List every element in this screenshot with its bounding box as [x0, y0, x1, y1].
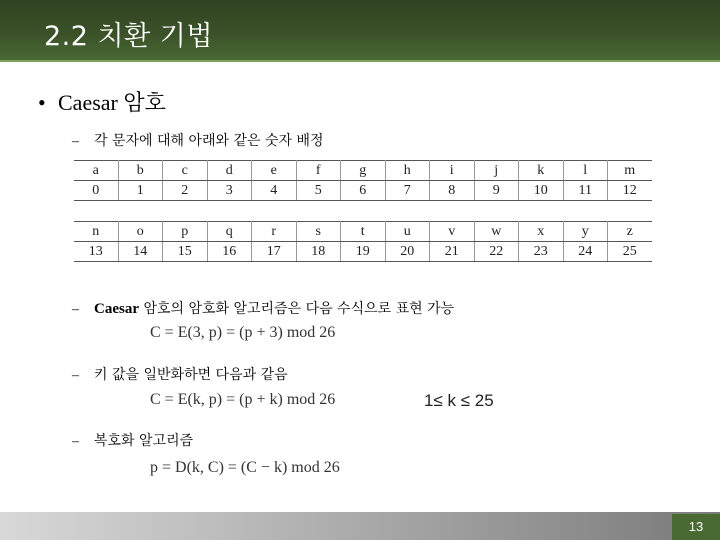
letter-cell: t	[341, 222, 386, 242]
sub-bullet-1	[72, 130, 324, 150]
letter-cell: o	[118, 222, 163, 242]
letter-cell: x	[519, 222, 564, 242]
number-cell: 15	[163, 242, 208, 262]
sub-bullet-4-text: 복호화 알고리즘	[94, 433, 194, 449]
letter-cell: d	[207, 161, 252, 181]
number-cell: 16	[207, 242, 252, 262]
numbers-row	[74, 181, 652, 201]
number-cell: 22	[474, 242, 519, 262]
number-cell: 21	[430, 242, 475, 262]
title-rule	[0, 60, 720, 62]
number-cell: 4	[252, 181, 297, 201]
sub-bullet-2-lead: Caesar	[94, 301, 139, 317]
letter-cell: h	[385, 161, 430, 181]
mapping-table-1	[74, 160, 652, 201]
letter-cell: k	[519, 161, 564, 181]
sub-bullet-3-text: 키 값을 일반화하면 다음과 같음	[94, 367, 288, 383]
letter-cell: g	[341, 161, 386, 181]
formula-encrypt-caesar: C = E(3, p) = (p + 3) mod 26	[150, 324, 336, 341]
number-cell: 17	[252, 242, 297, 262]
letter-cell: v	[430, 222, 475, 242]
number-cell: 18	[296, 242, 341, 262]
dash: –	[72, 302, 79, 317]
sub-bullet-4	[72, 430, 193, 450]
number-cell: 6	[341, 181, 386, 201]
letter-cell: j	[474, 161, 519, 181]
bullet-dot: •	[38, 90, 46, 115]
number-cell: 11	[563, 181, 608, 201]
letter-cell: n	[74, 222, 118, 242]
letter-cell: m	[608, 161, 652, 181]
sub-bullet-2-text: 암호의 암호화 알고리즘은 다음 수식으로 표현 가능	[139, 301, 455, 317]
title-bar	[0, 0, 720, 62]
letter-cell: e	[252, 161, 297, 181]
numbers-row	[74, 242, 652, 262]
sub-bullet-3	[72, 364, 288, 384]
letter-cell: u	[385, 222, 430, 242]
number-cell: 25	[608, 242, 652, 262]
letter-cell: p	[163, 222, 208, 242]
letter-cell: a	[74, 161, 118, 181]
number-cell: 24	[563, 242, 608, 262]
mapping-table-2	[74, 221, 652, 262]
number-cell: 9	[474, 181, 519, 201]
page-number: 13	[672, 514, 720, 540]
slide-title: 2.2 치환 기법	[44, 21, 213, 52]
letters-row	[74, 222, 652, 242]
number-cell: 12	[608, 181, 652, 201]
formula-encrypt-general: C = E(k, p) = (p + k) mod 26	[150, 391, 336, 408]
letter-cell: r	[252, 222, 297, 242]
dash: –	[72, 134, 79, 149]
formula-decrypt: p = D(k, C) = (C − k) mod 26	[150, 459, 340, 476]
footer-bar	[0, 512, 720, 540]
number-cell: 19	[341, 242, 386, 262]
dash: –	[72, 434, 79, 449]
number-cell: 10	[519, 181, 564, 201]
number-cell: 23	[519, 242, 564, 262]
letter-cell: b	[118, 161, 163, 181]
letter-cell: i	[430, 161, 475, 181]
number-cell: 13	[74, 242, 118, 262]
number-cell: 20	[385, 242, 430, 262]
letter-cell: y	[563, 222, 608, 242]
letter-cell: q	[207, 222, 252, 242]
number-cell: 0	[74, 181, 118, 201]
letter-cell: s	[296, 222, 341, 242]
number-cell: 8	[430, 181, 475, 201]
number-cell: 2	[163, 181, 208, 201]
number-cell: 5	[296, 181, 341, 201]
letter-cell: c	[163, 161, 208, 181]
bullet-text: Caesar 암호	[58, 90, 166, 115]
sub-bullet-2	[72, 298, 454, 318]
number-cell: 7	[385, 181, 430, 201]
letter-cell: f	[296, 161, 341, 181]
main-bullet	[38, 86, 166, 117]
letter-cell: z	[608, 222, 652, 242]
key-range: 1≤ k ≤ 25	[424, 391, 494, 410]
sub-bullet-1-text: 각 문자에 대해 아래와 같은 숫자 배정	[94, 133, 324, 149]
number-cell: 1	[118, 181, 163, 201]
letter-cell: l	[563, 161, 608, 181]
number-cell: 3	[207, 181, 252, 201]
letter-cell: w	[474, 222, 519, 242]
number-cell: 14	[118, 242, 163, 262]
dash: –	[72, 368, 79, 383]
letters-row	[74, 161, 652, 181]
